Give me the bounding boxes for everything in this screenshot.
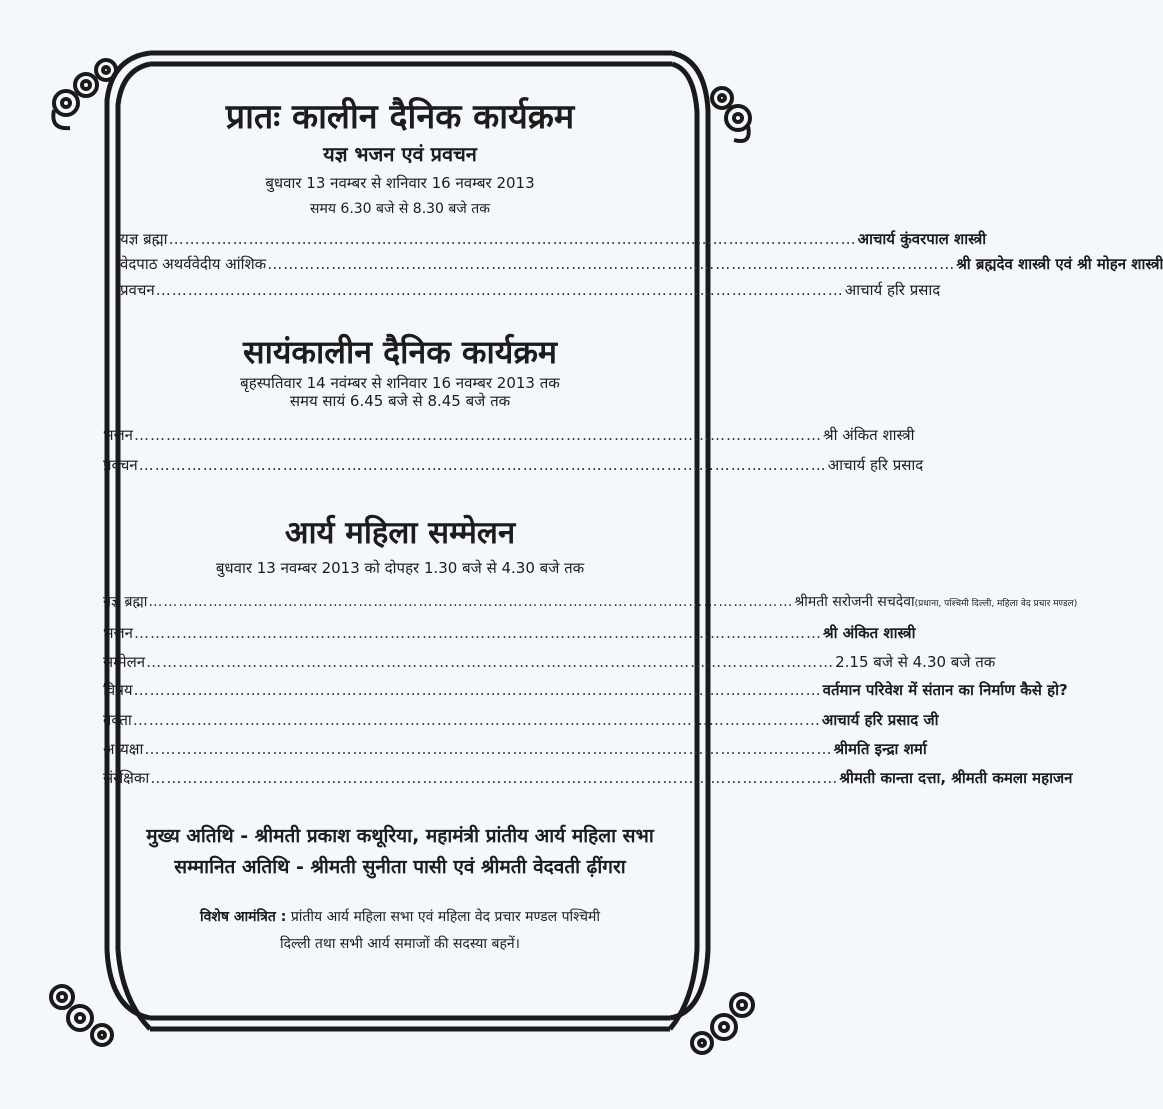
row-label: वक्ता — [103, 711, 132, 729]
conference-row-yajna: यज्ञ ब्रह्मा ………………………………………………………………………………………………………………… श्रीमती सरोजनी सचदेवा(प्रधाना, पश्चिमी दिल्ली, महिला वेद प्रचार मण्डल) — [103, 594, 1078, 610]
row-label: अध्यक्षा — [103, 740, 144, 758]
conference-row-sammelan: सम्मेलन ………………………………………………………………………………………………………………… 2.15 बजे से 4.30 बजे तक — [103, 653, 996, 671]
morning-title: प्रातः कालीन दैनिक कार्यक्रम — [225, 97, 575, 137]
row-value: श्रीमति इन्द्रा शर्मा — [833, 740, 927, 758]
conference-row-adhyaksha: अध्यक्षा ………………………………………………………………………………………………………………… श्रीमति इन्द्रा शर्मा — [103, 740, 927, 758]
invitation-line-1 — [0, 907, 800, 926]
row-label: विषय — [103, 681, 133, 699]
morning-date: बुधवार 13 नवम्बर से शनिवार 16 नवम्बर 2013 — [265, 174, 535, 192]
chief-guest: मुख्य अतिथि - श्रीमती प्रकाश कथूरिया, महामंत्री प्रांतीय आर्य महिला सभा — [146, 825, 654, 847]
row-label: वेदपाठ अथर्ववेदीय आंशिक — [120, 255, 267, 273]
morning-subtitle: यज्ञ भजन एवं प्रवचन — [323, 142, 477, 166]
row-value: आचार्य हरि प्रसाद — [827, 456, 924, 474]
row-value: श्री अंकित शास्त्री — [823, 624, 916, 642]
row-label: संरक्षिका — [103, 769, 150, 787]
morning-row-pravachan: प्रवचन ………………………………………………………………………………………………………………… आचार्य हरि प्रसाद — [120, 281, 941, 299]
row-value: श्री अंकित शास्त्री — [823, 426, 915, 444]
row-label: भजन — [103, 624, 134, 642]
conference-date: बुधवार 13 नवम्बर 2013 को दोपहर 1.30 बजे से 4.30 बजे तक — [215, 559, 585, 577]
row-value: 2.15 बजे से 4.30 बजे तक — [835, 653, 996, 671]
row-value: श्री ब्रह्मदेव शास्त्री एवं श्री मोहन शास्त्री — [956, 255, 1163, 273]
row-value: आचार्य कुंवरपाल शास्त्री — [857, 230, 987, 248]
row-value: आचार्य हरि प्रसाद — [844, 281, 941, 299]
invitation-line-2: दिल्ली तथा सभी आर्य समाजों की सदस्या बहनें। — [279, 936, 520, 952]
invitation-text-1: प्रांतीय आर्य महिला सभा एवं महिला वेद प्रचार मण्डल पश्चिमी — [290, 909, 601, 925]
conference-title: आर्य महिला सम्मेलन — [284, 515, 516, 551]
row-label: प्रवचन — [103, 456, 138, 474]
morning-row-vedpath: वेदपाठ अथर्ववेदीय आंशिक ………………………………………………………………………………………………………………… श्री ब्रह्मदेव शास्त्री एवं श्री मोहन शास्त्री — [120, 255, 1163, 273]
row-value — [794, 592, 1077, 611]
row-label: यज्ञ ब्रह्मा — [120, 230, 168, 248]
row-value: वर्तमान परिवेश में संतान का निर्माण कैसे हो? — [822, 681, 1068, 699]
evening-date: बृहस्पतिवार 14 नवंम्बर से शनिवार 16 नवम्बर 2013 तक — [240, 374, 560, 392]
evening-row-pravachan: प्रवचन ………………………………………………………………………………………………………………… आचार्य हरि प्रसाद — [103, 456, 924, 474]
invitation-label: विशेष आमंत्रित : — [199, 909, 287, 925]
morning-row-yajna: यज्ञ ब्रह्मा ………………………………………………………………………………………………………………… आचार्य कुंवरपाल शास्त्री — [120, 230, 987, 248]
conference-row-vakta: वक्ता ………………………………………………………………………………………………………………… आचार्य हरि प्रसाद जी — [103, 711, 939, 729]
honoured-guest: सम्मानित अतिथि - श्रीमती सुनीता पासी एवं श्रीमती वेदवती ढ़ींगरा — [174, 856, 626, 878]
row-value: आचार्य हरि प्रसाद जी — [821, 711, 939, 729]
row-value: श्रीमती कान्ता दत्ता, श्रीमती कमला महाजन — [839, 769, 1073, 787]
conference-row-vishay: विषय ………………………………………………………………………………………………………………… वर्तमान परिवेश में संतान का निर्माण कैसे हो? — [103, 681, 1068, 699]
morning-time: समय 6.30 बजे से 8.30 बजे तक — [310, 201, 490, 217]
row-label: यज्ञ ब्रह्मा — [103, 594, 148, 610]
evening-title: सायंकालीन दैनिक कार्यक्रम — [242, 333, 558, 371]
row-label: सम्मेलन — [103, 653, 146, 671]
evening-row-bhajan: भजन ………………………………………………………………………………………………………………… श्री अंकित शास्त्री — [103, 426, 915, 444]
conference-row-bhajan: भजन ………………………………………………………………………………………………………………… श्री अंकित शास्त्री — [103, 624, 916, 642]
row-note: (प्रधाना, पश्चिमी दिल्ली, महिला वेद प्रचार मण्डल) — [914, 599, 1078, 609]
row-label: भजन — [103, 426, 134, 444]
row-label: प्रवचन — [120, 281, 155, 299]
evening-time: समय सायं 6.45 बजे से 8.45 बजे तक — [289, 392, 511, 410]
conference-row-sanrakshika: संरक्षिका ………………………………………………………………………………………………………………… श्रीमती कान्ता दत्ता, श्रीमती कमला महाजन — [103, 769, 1073, 787]
row-value-text: श्रीमती सरोजनी सचदेवा — [794, 594, 915, 610]
